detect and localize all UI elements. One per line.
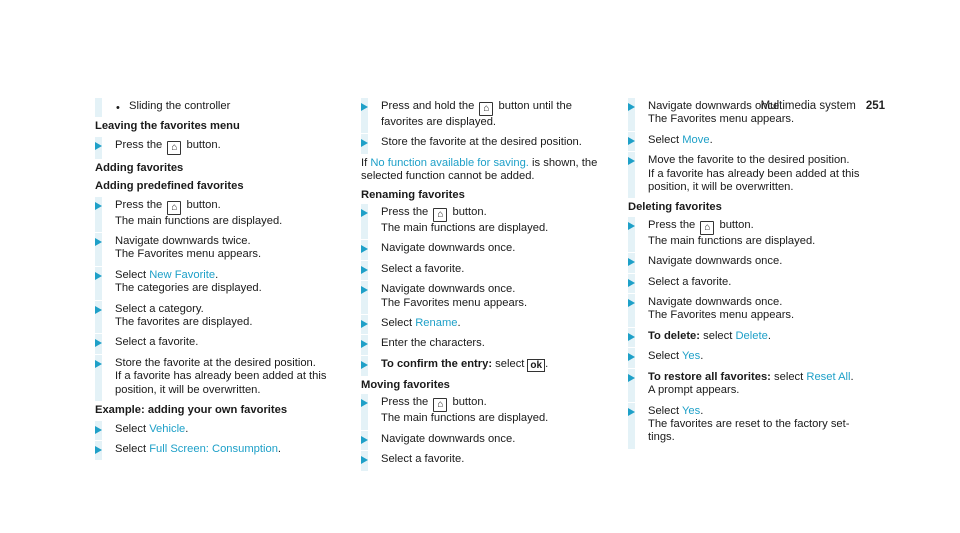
step-arrow-icon	[95, 339, 102, 347]
subsection-heading: Adding predefined favorites	[95, 180, 244, 193]
step-arrow-icon	[361, 266, 368, 274]
step-arrow-icon	[361, 103, 368, 111]
note-paragraph: If No function available for saving. is shown, the selected function cannot be added.	[361, 156, 598, 183]
step-arrow-icon	[628, 374, 635, 382]
step-arrow-icon	[361, 245, 368, 253]
menu-item-delete[interactable]: Delete	[735, 329, 768, 342]
step: Press the ⌂ button. The main functions are displayed.	[361, 396, 607, 425]
column-2	[361, 100, 607, 474]
menu-item-yes[interactable]: Yes	[682, 350, 701, 363]
section-title: Multimedia system	[760, 100, 856, 112]
section-heading: Deleting favorites	[628, 201, 722, 214]
step: To confirm the entry: select ok .	[361, 358, 607, 372]
step-arrow-icon	[95, 272, 102, 280]
ok-button-icon: ok	[527, 359, 545, 372]
step: Navigate downwards once.	[628, 255, 874, 268]
step-arrow-icon	[628, 353, 635, 361]
step: Navigate downwards once. The Favorites menu appears.	[628, 296, 874, 323]
subsection-heading: Example: adding your own favorites	[95, 404, 288, 417]
step: Navigate downwards once.	[361, 242, 607, 255]
step-arrow-icon	[628, 408, 635, 416]
step: Navigate downwards twice. The Favorites menu appears.	[95, 235, 341, 262]
step: Select a favorite.	[95, 336, 341, 349]
menu-item-rename[interactable]: Rename	[415, 317, 458, 330]
step-arrow-icon	[361, 286, 368, 294]
step: Select a favorite.	[361, 263, 607, 276]
step: Select Full Screen: Consumption.	[95, 443, 341, 456]
section-heading: Adding favorites	[95, 161, 184, 174]
step-arrow-icon	[361, 209, 368, 217]
column-3	[628, 100, 874, 452]
step: Select a category. The favorites are displayed.	[95, 303, 341, 330]
step-arrow-icon	[95, 306, 102, 314]
step-arrow-icon	[628, 333, 635, 341]
menu-item-reset-all[interactable]: Reset All	[806, 370, 851, 383]
step: Enter the characters.	[361, 337, 607, 350]
step: Select New Favorite. The categories are displayed.	[95, 269, 341, 296]
step: Navigate downwards once. The Favorites menu appears.	[361, 283, 607, 310]
step-arrow-icon	[628, 137, 635, 145]
section-heading: Leaving the favorites menu	[95, 120, 240, 133]
step: To delete: select Delete.	[628, 330, 874, 343]
section-heading: Renaming favorites	[361, 188, 465, 201]
step-arrow-icon	[95, 202, 102, 210]
step: Navigate downwards once.	[361, 433, 607, 446]
step: Press and hold the ⌂ button until the favorites are displayed.	[361, 100, 607, 129]
message-no-function: No function available for saving.	[370, 156, 529, 169]
home-icon: ⌂	[700, 221, 714, 235]
step: Select Yes. The favorites are reset to the factory set- tings.	[628, 405, 874, 445]
step: Navigate downwards once. The Favorites menu appears.	[628, 100, 874, 127]
step-arrow-icon	[95, 238, 102, 246]
step: Select Rename.	[361, 317, 607, 330]
step: Store the favorite at the desired position. If a favorite has already been added at this position, it will be overwritten.	[95, 357, 341, 397]
home-icon: ⌂	[167, 201, 181, 215]
step-arrow-icon	[628, 157, 635, 165]
step-arrow-icon	[628, 103, 635, 111]
step-arrow-icon	[361, 340, 368, 348]
bullet-icon: •	[116, 102, 120, 114]
step-arrow-icon	[361, 456, 368, 464]
menu-item-yes[interactable]: Yes	[682, 404, 701, 417]
menu-item-vehicle[interactable]: Vehicle	[149, 422, 186, 435]
page-number: 251	[865, 100, 885, 112]
step-arrow-icon	[95, 142, 102, 150]
menu-item-move[interactable]: Move	[682, 133, 710, 146]
step: Press the ⌂ button. The main functions are displayed.	[95, 199, 341, 228]
column-1	[95, 100, 341, 463]
step-arrow-icon	[361, 361, 368, 369]
list-item: • Sliding the controller	[95, 100, 341, 113]
step-arrow-icon	[361, 320, 368, 328]
section-heading: Moving favorites	[361, 378, 450, 391]
step: Move the favorite to the desired position. If a favorite has already been added at this position, it will be overwritten.	[628, 154, 874, 194]
step: Select Vehicle.	[95, 423, 341, 436]
step-arrow-icon	[361, 139, 368, 147]
step: Select Move.	[628, 134, 874, 147]
home-icon: ⌂	[167, 141, 181, 155]
step-arrow-icon	[361, 436, 368, 444]
step: Press the ⌂ button. The main functions are displayed.	[628, 219, 874, 248]
step-arrow-icon	[95, 360, 102, 368]
step: To restore all favorites: select Reset All. A prompt appears.	[628, 371, 874, 398]
home-icon: ⌂	[433, 208, 447, 222]
home-icon: ⌂	[433, 398, 447, 412]
step-arrow-icon	[95, 446, 102, 454]
step-arrow-icon	[628, 258, 635, 266]
home-icon: ⌂	[479, 102, 493, 116]
step-arrow-icon	[628, 222, 635, 230]
step: Select a favorite.	[628, 276, 874, 289]
step: Select Yes.	[628, 350, 874, 363]
step: Select a favorite.	[361, 453, 607, 466]
step-arrow-icon	[95, 426, 102, 434]
step: Store the favorite at the desired position.	[361, 136, 607, 149]
step: Press the ⌂ button.	[95, 139, 341, 155]
step-arrow-icon	[628, 299, 635, 307]
step: Press the ⌂ button. The main functions are displayed.	[361, 206, 607, 235]
step-arrow-icon	[361, 399, 368, 407]
menu-item-new-favorite[interactable]: New Favorite	[149, 268, 216, 281]
menu-item-full-screen-consumption[interactable]: Full Screen: Consumption	[149, 442, 278, 455]
step-arrow-icon	[628, 279, 635, 287]
